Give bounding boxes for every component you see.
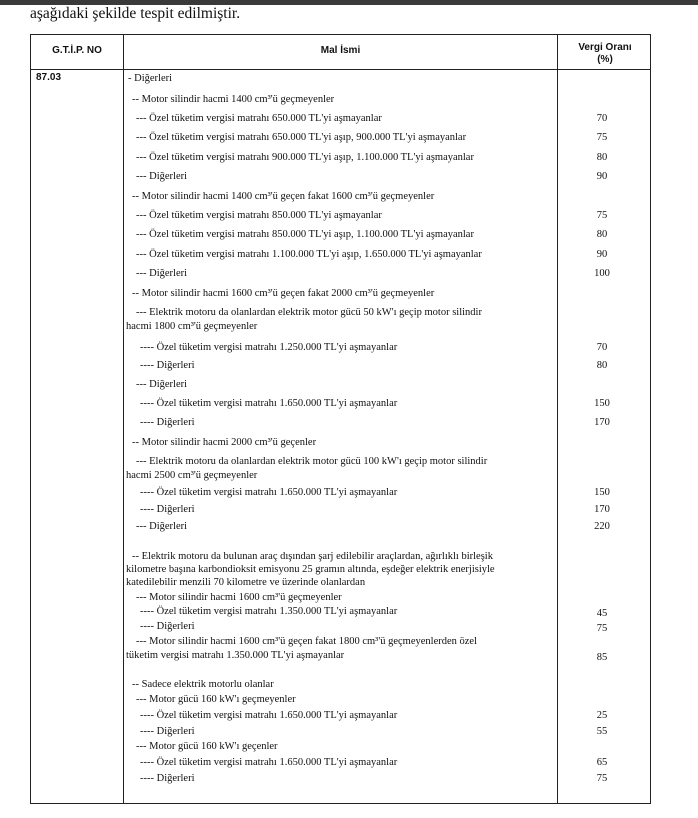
item-line: --- Motor gücü 160 kW'ı geçmeyenler bbox=[136, 694, 296, 705]
tax-rate: 220 bbox=[594, 521, 610, 532]
column-divider bbox=[557, 35, 558, 803]
item-line: ---- Diğerleri bbox=[140, 360, 195, 371]
tax-rate: 170 bbox=[594, 504, 610, 515]
item-line: katedilebilir menzili 70 kilometre ve üzerinde olanlardan bbox=[126, 577, 366, 588]
tax-rate: 25 bbox=[596, 710, 608, 721]
item-line: --- Motor silindir hacmi 1600 cm³'ü geçmeyenler bbox=[136, 592, 342, 603]
tax-rate: 150 bbox=[594, 487, 610, 498]
gtip-code: 87.03 bbox=[36, 72, 62, 83]
item-line: -- Motor silindir hacmi 1400 cm³'ü geçen fakat 1600 cm³'ü geçmeyenler bbox=[132, 191, 435, 202]
item-line: ---- Özel tüketim vergisi matrahı 1.650.000 TL'yi aşmayanlar bbox=[140, 757, 398, 768]
item-line: kilometre başına karbondioksit emisyonu 25 gramın altında, eşdeğer elektrik enerjisiyle bbox=[126, 564, 495, 575]
item-line: --- Motor silindir hacmi 1600 cm³'ü geçen fakat 1800 cm³'ü geçmeyenlerden özel bbox=[136, 636, 478, 647]
intro-text: aşağıdaki şekilde tespit edilmiştir. bbox=[30, 5, 241, 22]
tax-rate: 85 bbox=[596, 652, 608, 663]
item-line: --- Diğerleri bbox=[136, 268, 188, 279]
item-line: --- Özel tüketim vergisi matrahı 650.000 TL'yi aşmayanlar bbox=[136, 113, 382, 124]
tax-rate: 70 bbox=[596, 342, 608, 353]
tax-rate: 75 bbox=[596, 210, 608, 221]
item-line: -- Sadece elektrik motorlu olanlar bbox=[132, 679, 274, 690]
item-line: -- Motor silindir hacmi 1600 cm³'ü geçen fakat 2000 cm³'ü geçmeyenler bbox=[132, 288, 435, 299]
item-line: ---- Diğerleri bbox=[140, 726, 195, 737]
tax-rate: 75 bbox=[596, 132, 608, 143]
tax-rate: 150 bbox=[594, 398, 610, 409]
item-line: --- Özel tüketim vergisi matrahı 900.000 TL'yi aşıp, 1.100.000 TL'yi aşmayanlar bbox=[136, 152, 474, 163]
tax-rate: 90 bbox=[596, 171, 608, 182]
tax-rate: 170 bbox=[594, 417, 610, 428]
item-line: -- Elektrik motoru da bulunan araç dışından şarj edilebilir araçlardan, ağırlıklı birleşik bbox=[132, 551, 493, 562]
tax-rate: 75 bbox=[596, 623, 608, 634]
header-gtip: G.T.İ.P. NO bbox=[52, 45, 102, 56]
tax-rate: 80 bbox=[596, 360, 608, 371]
tax-rate: 90 bbox=[596, 249, 608, 260]
item-line: ---- Diğerleri bbox=[140, 621, 195, 632]
item-line: ---- Özel tüketim vergisi matrahı 1.650.000 TL'yi aşmayanlar bbox=[140, 398, 398, 409]
item-line: --- Elektrik motoru da olanlardan elektrik motor gücü 50 kW'ı geçip motor silindir bbox=[136, 307, 482, 318]
item-line: --- Özel tüketim vergisi matrahı 1.100.000 TL'yi aşıp, 1.650.000 TL'yi aşmayanlar bbox=[136, 249, 482, 260]
tax-rate: 75 bbox=[596, 773, 608, 784]
tax-table bbox=[30, 34, 651, 804]
item-line: --- Diğerleri bbox=[136, 521, 188, 532]
tax-rate: 65 bbox=[596, 757, 608, 768]
item-line: ---- Özel tüketim vergisi matrahı 1.350.000 TL'yi aşmayanlar bbox=[140, 606, 398, 617]
header-vergi-unit: (%) bbox=[597, 54, 613, 65]
item-line: ---- Diğerleri bbox=[140, 773, 195, 784]
item-line: hacmi 2500 cm³'ü geçmeyenler bbox=[126, 470, 258, 481]
item-line: --- Diğerleri bbox=[136, 171, 188, 182]
column-divider bbox=[123, 35, 124, 803]
tax-rate: 45 bbox=[596, 608, 608, 619]
item-line: --- Elektrik motoru da olanlardan elektrik motor gücü 100 kW'ı geçip motor silindir bbox=[136, 456, 488, 467]
tax-rate: 55 bbox=[596, 726, 608, 737]
item-line: --- Özel tüketim vergisi matrahı 850.000 TL'yi aşıp, 1.100.000 TL'yi aşmayanlar bbox=[136, 229, 474, 240]
item-line: hacmi 1800 cm³'ü geçmeyenler bbox=[126, 321, 258, 332]
item-line: - Diğerleri bbox=[128, 73, 173, 84]
item-line: tüketim vergisi matrahı 1.350.000 TL'yi aşmayanlar bbox=[126, 650, 345, 661]
item-line: --- Özel tüketim vergisi matrahı 650.000 TL'yi aşıp, 900.000 TL'yi aşmayanlar bbox=[136, 132, 467, 143]
item-line: ---- Özel tüketim vergisi matrahı 1.650.000 TL'yi aşmayanlar bbox=[140, 487, 398, 498]
item-line: -- Motor silindir hacmi 1400 cm³'ü geçmeyenler bbox=[132, 94, 335, 105]
item-line: ---- Özel tüketim vergisi matrahı 1.650.000 TL'yi aşmayanlar bbox=[140, 710, 398, 721]
tax-rate: 100 bbox=[594, 268, 610, 279]
item-line: ---- Özel tüketim vergisi matrahı 1.250.000 TL'yi aşmayanlar bbox=[140, 342, 398, 353]
item-line: --- Motor gücü 160 kW'ı geçenler bbox=[136, 741, 278, 752]
item-line: -- Motor silindir hacmi 2000 cm³'ü geçenler bbox=[132, 437, 317, 448]
item-line: --- Diğerleri bbox=[136, 379, 188, 390]
header-divider bbox=[31, 69, 650, 70]
header-mal-ismi: Mal İsmi bbox=[320, 45, 361, 56]
tax-rate: 70 bbox=[596, 113, 608, 124]
tax-rate: 80 bbox=[596, 229, 608, 240]
tax-rate: 80 bbox=[596, 152, 608, 163]
item-line: ---- Diğerleri bbox=[140, 417, 195, 428]
item-line: --- Özel tüketim vergisi matrahı 850.000 TL'yi aşmayanlar bbox=[136, 210, 382, 221]
item-line: ---- Diğerleri bbox=[140, 504, 195, 515]
header-vergi-orani: Vergi Oranı bbox=[578, 42, 632, 53]
